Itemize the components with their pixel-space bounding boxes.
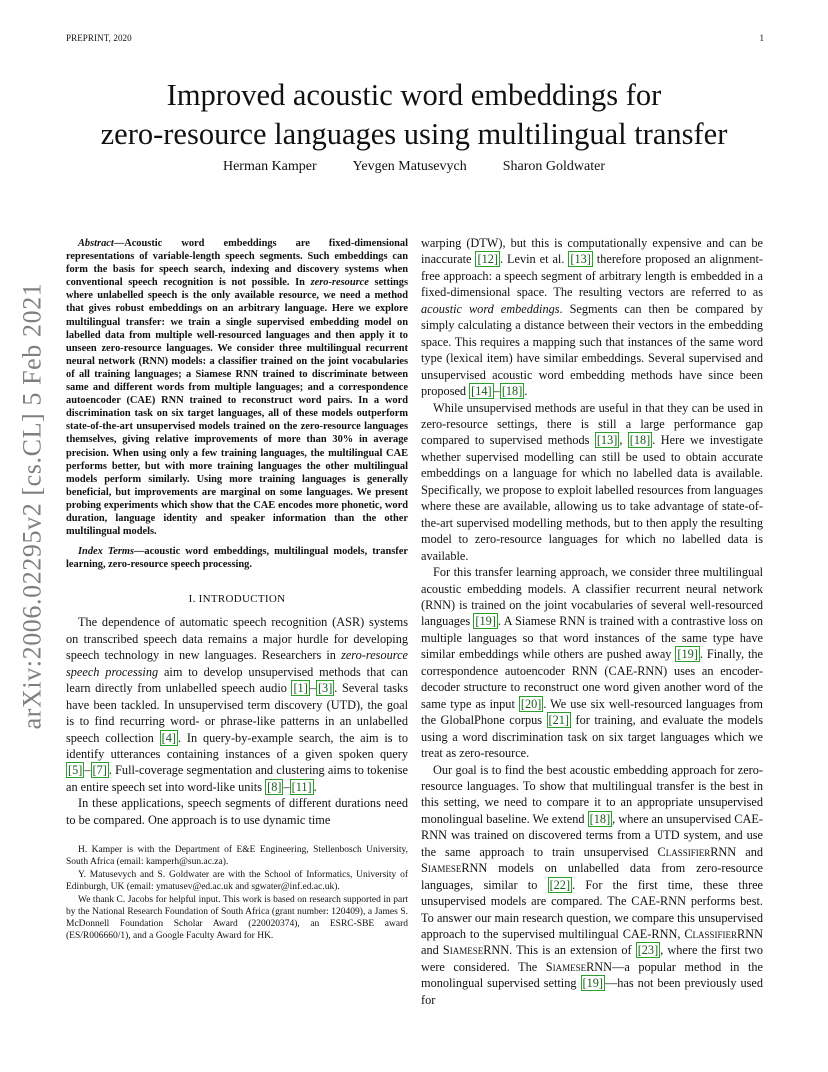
citation-link[interactable]: [19] bbox=[582, 976, 603, 991]
intro-paragraph-2: In these applications, speech segments of different durations need to be compared. One approach is to use dynamic time bbox=[66, 796, 408, 827]
right-column bbox=[421, 235, 763, 1008]
author-list bbox=[60, 159, 768, 175]
citation-link[interactable]: [18] bbox=[589, 811, 611, 826]
paper-title bbox=[60, 76, 768, 154]
title-line-1: Improved acoustic word embeddings for bbox=[166, 78, 662, 112]
citation-link[interactable]: [19] bbox=[475, 614, 496, 629]
index-terms: Index Terms—acoustic word embeddings, multilingual models, transfer learning, zero-resource speech processing. bbox=[66, 546, 408, 571]
citation-link[interactable]: [12] bbox=[477, 252, 498, 267]
page-number: 1 bbox=[759, 33, 764, 43]
citation-link[interactable]: [13] bbox=[596, 433, 618, 448]
citation-link[interactable]: [1] bbox=[293, 681, 308, 696]
running-header: PREPRINT, 2020 bbox=[66, 33, 132, 43]
footnote: H. Kamper is with the Department of E&E Engineering, Stellenbosch University, South Africa (email: kamperh@sun.ac.za). bbox=[66, 845, 408, 868]
citation-link[interactable]: [13] bbox=[570, 252, 591, 267]
abstract-lead: Abstract bbox=[78, 238, 114, 249]
citation-link[interactable]: [14] bbox=[471, 384, 492, 399]
body-paragraph: Our goal is to find the best acoustic embedding approach for zero-resource languages. To show that multilingual transfer is the best in this setting, we need to compare it to an appropriate unsupervised monolingual baseline. We extend [18] , where an unsupervised CAE-RNN was trained on discovered terms from a UTD system, and use the same approach to train unsupervised ClassifierRNN and SiameseRNN models on unlabelled data from zero-resource languages, similar to [22] . For the first time, these three unsupervised models are compared. The CAE-RNN performs best. To answer our main research question, we compare this unsupervised approach to the supervised multilingual CAE-RNN, ClassifierRNN and SiameseRNN. This is an extension of [23] , where the first two were considered. The SiameseRNN—a popular method in the monolingual supervised setting [19] —has not been previously used for bbox=[421, 762, 763, 1007]
citation-link[interactable]: [20] bbox=[520, 696, 542, 711]
citation-link[interactable]: [8] bbox=[267, 779, 282, 794]
index-terms-lead: Index Terms bbox=[78, 546, 135, 558]
footnote: Y. Matusevych and S. Goldwater are with the School of Informatics, University of Edinburgh, UK (email: ymatusev@ed.ac.uk and sgwater@inf.ed.ac.uk). bbox=[66, 870, 408, 893]
footnotes bbox=[66, 844, 408, 942]
section-heading-introduction: I. INTRODUCTION bbox=[188, 593, 286, 606]
body-paragraph: warping (DTW), but this is computationally expensive and can be inaccurate [12] . Levin et al. [13] therefore proposed an alignment-free approach: a speech segment of arbitrary length is embedded in a fixed-dimensional space. The resulting vectors are referred to as acoustic word embeddings. Segments can then be compared by simply calculating a distance between their vectors in the embedding space. This requires a mapping such that instances of the same word type (lexical item) have similar embeddings. Several supervised and unsupervised acoustic word embedding methods have since been proposed [14] – [18] . bbox=[421, 236, 763, 399]
citation-link[interactable]: [3] bbox=[317, 681, 333, 696]
citation-link[interactable]: [11] bbox=[291, 779, 312, 794]
citation-link[interactable]: [18] bbox=[629, 433, 651, 448]
citation-link[interactable]: [7] bbox=[92, 763, 107, 778]
citation-link[interactable]: [22] bbox=[549, 877, 571, 892]
author-name: Herman Kamper bbox=[222, 159, 317, 174]
left-column bbox=[66, 237, 408, 943]
body-paragraph: While unsupervised methods are useful in that they can be used in zero-resource settings, there is still a large performance gap compared to supervised methods [13] , [18] . Here we investigate whether supervised modelling can still be used to obtain accurate embeddings on a language for which no labelled data is available. Specifically, we propose to exploit labelled resources from languages where these are available, allowing us to take advantage of state-of-the-art supervised modelling methods, but to then apply the resulting model to zero-resource languages for which no labelled data is available. bbox=[421, 400, 763, 563]
arxiv-identifier-text: arXiv:2006.02295v2 [cs.CL] 5 Feb 2021 bbox=[17, 282, 47, 730]
citation-link[interactable]: [5] bbox=[68, 763, 83, 778]
citation-link[interactable]: [4] bbox=[161, 730, 176, 745]
arxiv-identifier-stamp bbox=[17, 282, 47, 730]
abstract-emphasis: zero-resource bbox=[310, 277, 369, 289]
abstract: Abstract—Acoustic word embeddings are fixed-dimensional representations of variable-length speech segments. Such embeddings can form the basis for speech search, indexing and discovery systems when conventional speech recognition is not possible. In zero-resource settings where unlabelled speech is the only available resource, we need a method that gives robust embeddings on an arbitrary language. Here we explore multilingual transfer: we train a single supervised embedding model on labelled data from multiple well-resourced languages and then apply it to unseen zero-resource languages. We consider three multilingual recurrent neural network (RNN) models: a classifier trained on the joint vocabularies of all training languages; a Siamese RNN trained to discriminate between same and different words from multiple languages; and a correspondence autoencoder (CAE) RNN trained to reconstruct word pairs. In a word discrimination task on six target languages, all of these models outperform state-of-the-art unsupervised models trained on the zero-resource languages themselves, giving relative improvements of more than 30% in average precision. When using only a few training languages, the multilingual CAE performs better, but with more training languages the other multilingual models perform similarly. Using more training languages is generally beneficial, but improvements are marginal on some languages. We present probing experiments which show that the CAE encodes more phonetic, word duration, language identity and speaker information than the other multilingual models. bbox=[66, 238, 409, 538]
author-name: Sharon Goldwater bbox=[502, 159, 606, 174]
title-line-2: zero-resource languages using multilingual transfer bbox=[100, 117, 728, 151]
intro-paragraph-1: The dependence of automatic speech recognition (ASR) systems on transcribed speech data remains a major hurdle for developing speech technology in new languages. Researchers in zero-resource speech processing aim to develop unsupervised methods that can learn directly from unlabelled speech audio [1] – [3] . Several tasks have been tackled. In unsupervised term discovery (UTD), the goal is to find recurring word- or phrase-like patterns in an unlabelled speech collection [4] . In query-by-example search, the aim is to identify utterances containing instances of a given spoken query [5] – [7] . Full-coverage segmentation and clustering aims to tokenise an entire speech set into word-like units [8] – [11] . bbox=[66, 615, 408, 794]
citation-link[interactable]: [23] bbox=[637, 943, 659, 958]
footnote: We thank C. Jacobs for helpful input. This work is based on research supported in part by the National Research Foundation of South Africa (grant number: 120409), a James S. McDonnell Foundation Scholar Award (220020374), an ESRC-SBE award (ES/R006660/1), and a Google Faculty Award for HK. bbox=[66, 895, 408, 942]
body-paragraph: For this transfer learning approach, we consider three multilingual acoustic embedding models. A classifier recurrent neural network (RNN) is trained on the joint vocabularies of several well-resourced languages [19] . A Siamese RNN is trained with a contrastive loss on multiple languages so that word instances of the same type have similar embeddings while others are pushed away [19] . Finally, the correspondence autoencoder RNN (CAE-RNN) uses an encoder-decoder structure to reconstruct one word given another word of the same type as input [20] . We use six well-resourced languages from the GlobalPhone corpus [21] for training, and evaluate the models using a word discrimination task on six target languages which we treat as zero-resource. bbox=[421, 565, 763, 761]
author-name: Yevgen Matusevych bbox=[352, 159, 467, 174]
citation-link[interactable]: [21] bbox=[548, 713, 570, 728]
citation-link[interactable]: [18] bbox=[501, 384, 523, 399]
citation-link[interactable]: [19] bbox=[677, 647, 698, 662]
